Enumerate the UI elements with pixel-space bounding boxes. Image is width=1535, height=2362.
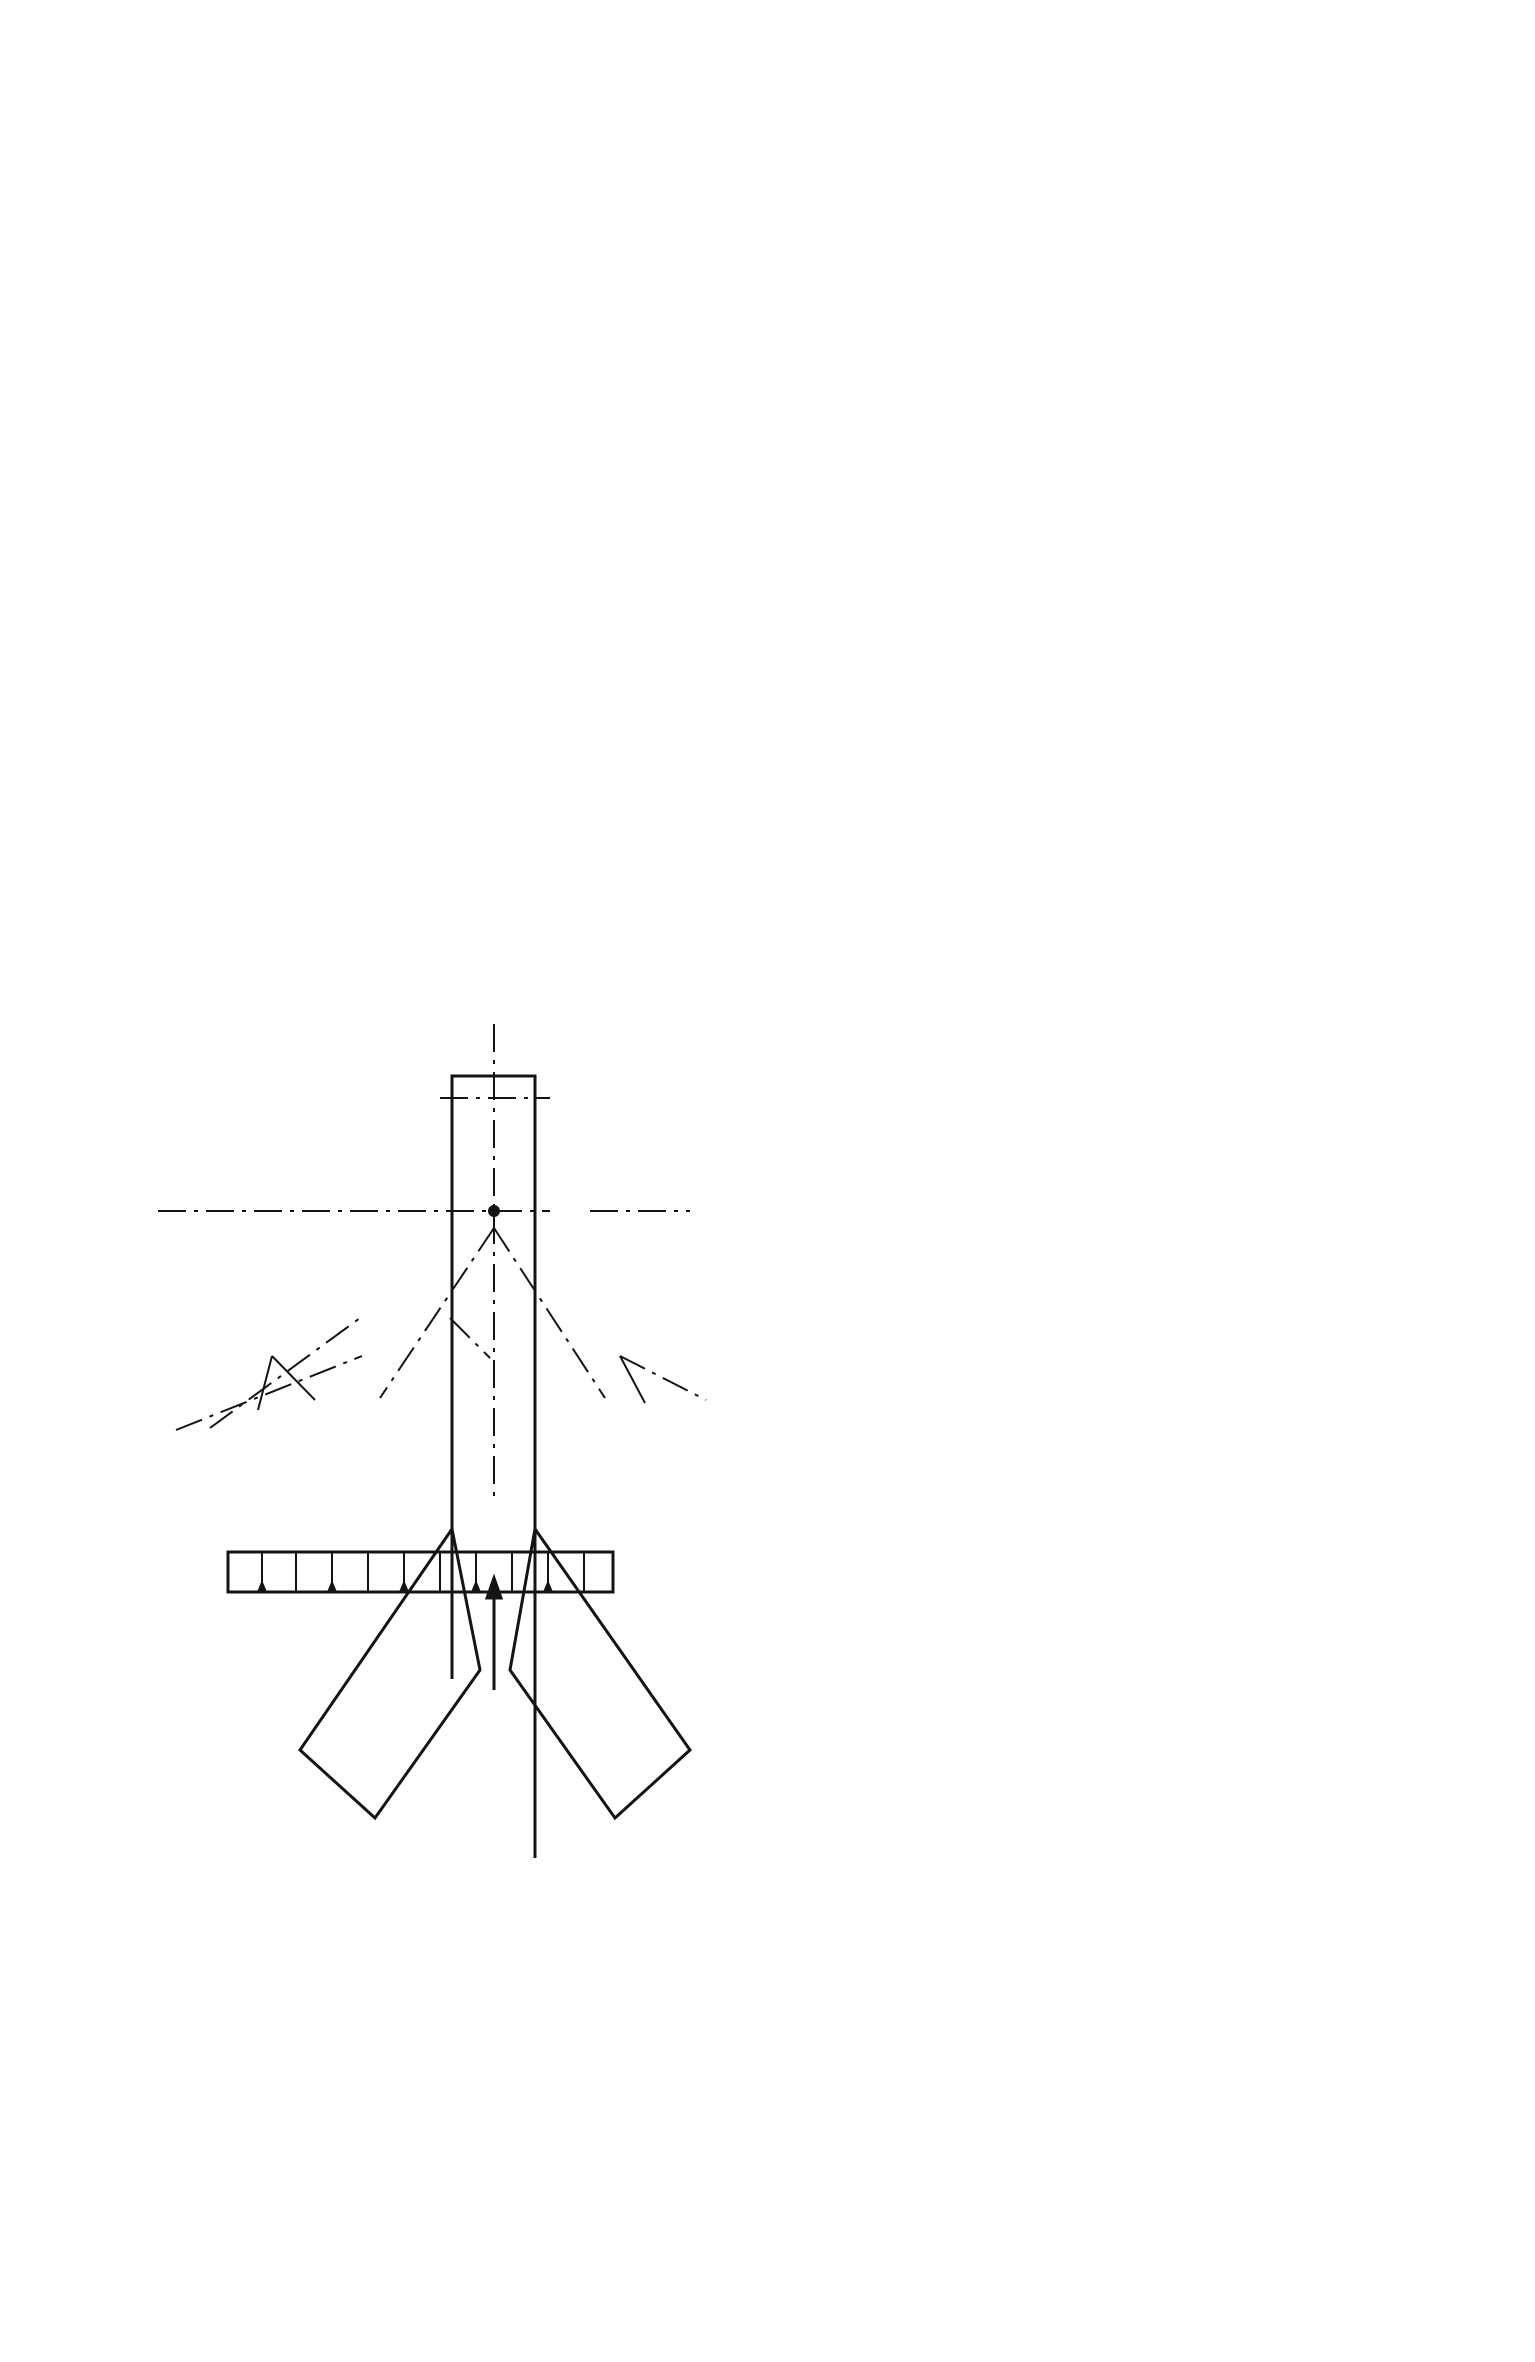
diag-left <box>380 1228 494 1398</box>
diag-right <box>494 1228 605 1398</box>
schema-drawing <box>150 958 840 1858</box>
axis2-line <box>450 1318 490 1358</box>
origin-point <box>488 1205 500 1217</box>
x1-axis <box>620 1356 706 1400</box>
figure-4 <box>150 958 840 1858</box>
axis1-line <box>210 1318 360 1428</box>
right-arm <box>510 1529 690 1818</box>
